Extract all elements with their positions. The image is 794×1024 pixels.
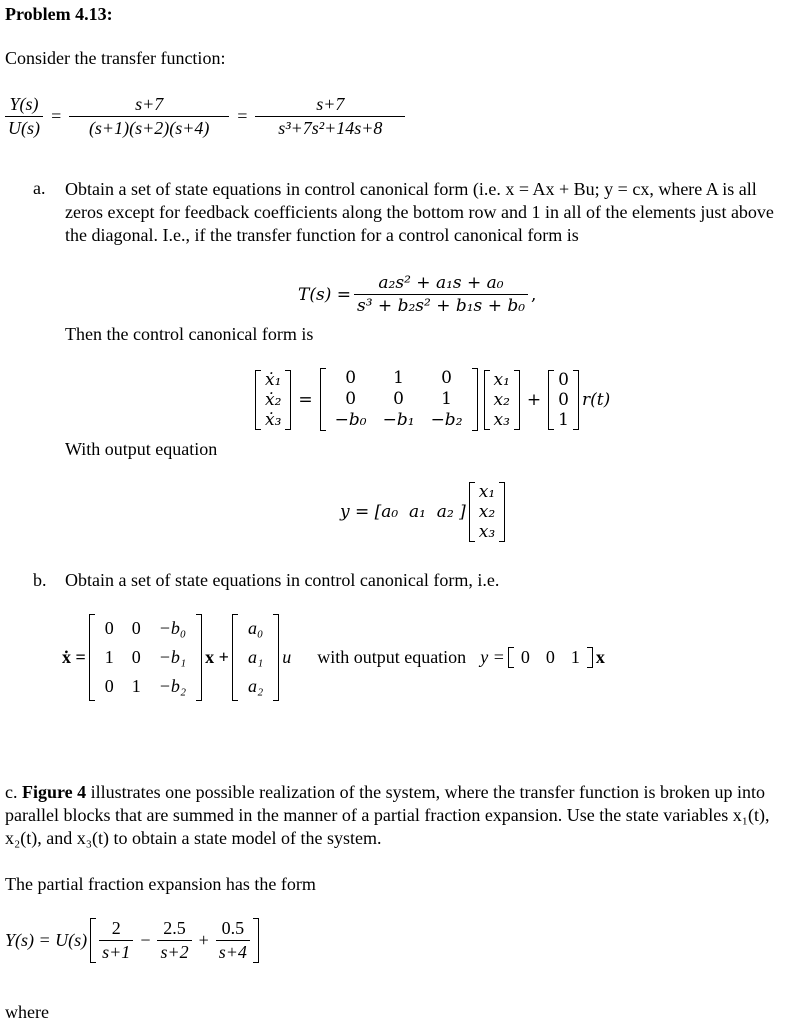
matrix-cell: 1 bbox=[570, 647, 580, 667]
matrix-cell: x₂ bbox=[493, 389, 510, 410]
x-end: x bbox=[595, 647, 605, 667]
canonical-tf-equation bbox=[298, 273, 536, 316]
a-matrix bbox=[320, 368, 478, 431]
b-vector-b bbox=[232, 614, 279, 701]
pfe-operator: − bbox=[140, 930, 151, 950]
c-vector-b bbox=[508, 647, 593, 668]
matrix-cell: 1 bbox=[558, 409, 569, 430]
part-c-label: c. bbox=[5, 782, 18, 802]
state-equation-a: ẋ₁ ẋ₂ ẋ₃ = 0 1 0 0 0 1 −b₀ −b₁ −b₂ x₁ x₂ x₃ + 0 0 1 r(t) bbox=[252, 368, 610, 431]
matrix-cell: ẋ₃ bbox=[265, 409, 282, 430]
matrix-cell: x₃ bbox=[493, 409, 510, 430]
pfe-denominator: s+2 bbox=[157, 940, 191, 963]
b-vector bbox=[548, 370, 579, 430]
matrix-cell: x₁ bbox=[493, 369, 510, 390]
figure-4-link: Figure 4 bbox=[22, 782, 87, 802]
matrix-cell: −b₁ bbox=[382, 410, 415, 430]
matrix-cell: 0 bbox=[545, 647, 555, 667]
tf-general-denominator: s³ + b₂s² + b₁s + b₀ bbox=[354, 294, 528, 316]
where-text: where bbox=[5, 1002, 49, 1022]
matrix-cell: 0 bbox=[393, 389, 404, 409]
x-vector-output bbox=[469, 482, 505, 542]
transfer-function-equation: $\frac{Y(s)}{U(s)}$ = $\frac{s+7}{(s+1)(s+2)(s+4)}$ = $\frac{s+7}{\text{s³+7s²+14s+8}}$ bbox=[2, 94, 408, 139]
matrix-cell: 0 bbox=[104, 676, 114, 696]
tf-lhs-numerator: Y(s) bbox=[9, 94, 39, 114]
matrix-cell: −b₀ bbox=[334, 410, 367, 430]
output-equation-text-b: with output equation bbox=[317, 647, 467, 667]
matrix-cell: 0 bbox=[345, 389, 357, 409]
then-text: Then the control canonical form is bbox=[65, 324, 314, 344]
matrix-cell: 0 bbox=[558, 389, 569, 410]
matrix-cell: x₁ bbox=[478, 482, 496, 502]
matrix-cell: 0 bbox=[131, 618, 141, 638]
x-vector bbox=[484, 370, 520, 430]
matrix-cell: −b₁ bbox=[158, 647, 187, 667]
matrix-cell: 0 bbox=[520, 647, 530, 667]
pfe-denominator: s+4 bbox=[216, 940, 250, 963]
pfe-lhs: Y(s) = U(s) bbox=[5, 930, 88, 950]
matrix-cell: a₀ bbox=[247, 618, 264, 638]
tf-rhs-numerator: s+7 bbox=[316, 94, 345, 114]
matrix-cell: ẋ₁ bbox=[265, 369, 282, 390]
matrix-cell: 1 bbox=[131, 676, 141, 696]
matrix-cell: 1 bbox=[441, 389, 452, 409]
tf-mid-denominator: (s+1)(s+2)(s+4) bbox=[69, 116, 229, 139]
matrix-cell: −b₂ bbox=[158, 676, 187, 696]
matrix-cell: x₃ bbox=[478, 522, 496, 542]
output-equation-a bbox=[340, 482, 508, 542]
pfe-bracket bbox=[90, 918, 259, 963]
tf-general-lhs: T(s) = bbox=[298, 284, 351, 305]
part-b-text: Obtain a set of state equations in control canonical form, i.e. bbox=[65, 570, 500, 590]
xdot-vector bbox=[255, 370, 291, 430]
matrix-cell: 0 bbox=[441, 368, 452, 388]
x-plus: x + bbox=[205, 647, 229, 667]
pfe-term bbox=[157, 918, 191, 963]
partial-fraction-equation bbox=[5, 918, 262, 963]
matrix-cell: 1 bbox=[393, 368, 404, 388]
matrix-cell: 0 bbox=[131, 647, 141, 667]
matrix-cell: ẋ₂ bbox=[265, 389, 282, 410]
matrix-cell: 1 bbox=[104, 647, 114, 667]
part-a-label: a. bbox=[33, 178, 46, 198]
part-c-text bbox=[5, 781, 785, 850]
part-b-label: b. bbox=[33, 570, 47, 590]
y-lhs-b: y = bbox=[480, 647, 505, 667]
input-u: u bbox=[282, 647, 292, 667]
input-signal: r(t) bbox=[582, 389, 611, 410]
pfe-term bbox=[99, 918, 133, 963]
tf-rhs-denominator: s³+7s²+14s+8 bbox=[255, 116, 405, 139]
pfe-term bbox=[216, 918, 250, 963]
pfe-numerator: 2 bbox=[111, 918, 121, 938]
matrix-cell: a₂ bbox=[247, 676, 264, 696]
pfe-operator: + bbox=[198, 930, 209, 950]
matrix-cell: x₂ bbox=[478, 502, 496, 522]
matrix-cell: 0 bbox=[104, 618, 114, 638]
matrix-cell: a₁ bbox=[247, 647, 264, 667]
part-a-text: Obtain a set of state equations in control canonical form (i.e. x = Ax + Bu; y = cx, where A is all zeros except for feedback coefficients along the bottom row and 1 in all of the elements just above the diagonal. I.e., if the transfer function for a control canonical form is bbox=[65, 179, 774, 245]
tf-lhs-denominator: U(s) bbox=[5, 116, 43, 139]
pfe-text: The partial fraction expansion has the form bbox=[5, 874, 316, 894]
part-c-body: illustrates one possible realization of the system, where the transfer function is broken up into parallel blocks that are summed in the manner of a partial fraction expansion. Use the state variables x₁(t), x₂(t), and x₃(t) to obtain a state model of the system. bbox=[5, 782, 770, 848]
pfe-numerator: 2.5 bbox=[163, 918, 186, 938]
matrix-cell: 0 bbox=[345, 368, 357, 388]
matrix-cell: −b₀ bbox=[158, 618, 187, 638]
y-equals-row: y = [a₀ a₁ a₂ ] bbox=[340, 502, 466, 522]
matrix-cell: −b₂ bbox=[430, 410, 463, 430]
problem-title: Problem 4.13: bbox=[5, 4, 113, 24]
matrix-cell: 0 bbox=[558, 369, 569, 390]
xdot-lhs: ẋ = bbox=[62, 647, 86, 667]
intro-text: Consider the transfer function: bbox=[5, 48, 226, 68]
pfe-denominator: s+1 bbox=[99, 940, 133, 963]
pfe-numerator: 0.5 bbox=[221, 918, 245, 938]
a-matrix-b bbox=[89, 614, 202, 701]
tf-general-numerator: a₂s² + a₁s + a₀ bbox=[378, 273, 504, 293]
tf-mid-numerator: s+7 bbox=[135, 94, 164, 114]
output-equation-text: With output equation bbox=[65, 439, 218, 459]
state-equation-b bbox=[62, 614, 605, 701]
comma: , bbox=[531, 284, 537, 305]
